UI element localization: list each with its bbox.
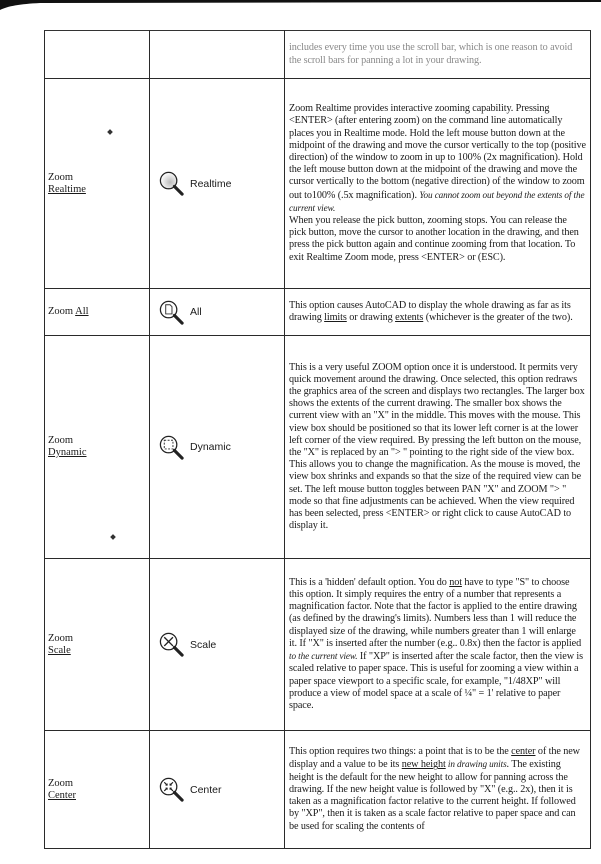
option-description — [285, 575, 590, 714]
table-row-center — [45, 731, 591, 849]
desc-underlined: new height — [401, 759, 446, 771]
name-cell — [45, 79, 150, 289]
zoom-center-icon — [158, 776, 185, 803]
table-row-all — [45, 289, 591, 336]
icon-cell — [150, 31, 285, 79]
table-row-scale — [45, 559, 591, 731]
desc-text: This option requires two things: a point that is to be the — [289, 746, 512, 758]
option-name — [45, 306, 149, 318]
option-name — [45, 172, 149, 196]
table-row-continuation — [45, 31, 591, 79]
icon-label: Dynamic — [190, 441, 231, 453]
icon-cell — [150, 289, 285, 336]
continuation-text: includes every time you use the scroll bar, which is one reason to avoid the scroll bars for panning a lot in your drawing. — [289, 42, 573, 66]
icon-cell — [150, 79, 285, 289]
option-name-line2: All — [75, 306, 89, 317]
table-row-dynamic — [45, 336, 591, 559]
option-name — [45, 633, 149, 657]
zoom-scale-icon — [158, 631, 185, 658]
option-description — [285, 744, 590, 834]
desc-underlined: center — [511, 746, 536, 758]
option-name — [45, 778, 149, 802]
icon-label: All — [190, 306, 202, 318]
zoom-dynamic-icon — [158, 434, 185, 461]
icon-cell — [150, 731, 285, 849]
option-description — [285, 298, 590, 326]
desc-italic: in drawing units — [445, 759, 507, 770]
icon-cell — [150, 559, 285, 731]
desc-text: or drawing — [346, 312, 396, 323]
zoom-all-icon — [158, 299, 185, 326]
desc-text: of the new display and a value to be its — [289, 746, 580, 771]
description-cell — [285, 289, 591, 336]
desc-text: Zoom Realtime provides interactive zooming capability. Pressing <ENTER> (after entering zoom) on the command line automatically places you in Realtime mode. Hold the left mouse button down at the midpoint of the drawing and move the cursor vertically to the top (positive direction) of the window to zoom in up to 100% (2x magnification). Hold the left mouse button down at the midpoint of the drawing and move the cursor vertically to the bottom (negative direction) of the window to zoom out to100% (.5x magnification). — [289, 103, 586, 201]
description-cell — [285, 79, 591, 289]
option-name-line1: Zoom — [48, 777, 74, 789]
option-name-line1: Zoom — [48, 632, 74, 644]
option-description — [285, 101, 590, 266]
desc-text: When you release the pick button, zooming stops. You can release the pick button, move the cursor to another location in the drawing, and then press the pick button again and continue zooming from that location. To exit Realtime Zoom mode, press <ENTER> or (ESC). — [289, 215, 579, 263]
name-cell — [45, 31, 150, 79]
description-cell — [285, 731, 591, 849]
option-name-line2: Center — [48, 789, 76, 801]
desc-text: . The existing height is the default for the new height to allow for panning across the drawing. If the new height value is followed by "X" (e.g.. 2x), then it is taken as a magnification factor relative to the current height. If followed by "XP", then it is taken as a scale factor relative to paper space and can be used for scaling the contents of — [289, 759, 576, 832]
option-description: This is a very useful ZOOM option once it is understood. It permits very quick movement around the drawing. Once selected, this option redraws the graphics area of the screen and displays two rectangles. The larger box shows the extents of the current drawing. The smaller box shows the current view with an "X" in the middle. This moves with the mouse. This view box should be positioned so that its lower left corner is at the lower left corner of the view required. By pressing the left button on the mouse, the "X" is replaced by an "> " pointing to the right side of the view box. This allows you to change the magnification. As the mouse is moved, the view box shrinks and expands so that the size of the required view can be set. The left mouse button toggles between PAN "X" and ZOOM "> " mode so that fine adjustments can be achieved. When the view required has been selected, press <ENTER> or right click to cause AutoCAD to display it. — [289, 361, 585, 532]
scan-shadow-edge — [0, 0, 601, 6]
name-cell — [45, 289, 150, 336]
desc-underlined: not — [449, 576, 462, 588]
name-cell — [45, 336, 150, 559]
description-cell — [285, 31, 591, 79]
option-name — [45, 435, 149, 459]
option-name-line1: Zoom — [48, 435, 74, 446]
zoom-options-table — [44, 30, 591, 849]
desc-italic: to the current view. — [289, 651, 358, 662]
desc-underlined: limits — [324, 312, 347, 323]
desc-text: This option causes AutoCAD to display the whole drawing as far as its drawing — [289, 299, 571, 323]
description-cell — [285, 336, 591, 559]
desc-text: This is a 'hidden' default option. You do — [289, 576, 450, 588]
icon-label: Center — [190, 783, 222, 796]
desc-text: If "XP" is inserted after the scale factor, then the view is scaled relative to paper space. This is useful for zooming a view within a paper space viewport to a specific scale, for example, "1/48XP" will produce a view of model space at a scale of ¼" = 1' relative to paper space. — [289, 651, 583, 711]
desc-underlined: extents — [395, 312, 424, 323]
table-row-realtime — [45, 79, 591, 289]
desc-italic: You cannot zoom out beyond the extents of the current view. — [289, 189, 585, 213]
option-name-line1: Zoom — [48, 306, 74, 317]
name-cell — [45, 731, 150, 849]
zoom-realtime-icon — [158, 170, 185, 197]
icon-label: Realtime — [190, 177, 232, 190]
desc-text: (whichever is the greater of the two). — [423, 312, 573, 323]
icon-cell — [150, 336, 285, 559]
option-name-line2: Realtime — [48, 183, 86, 195]
icon-label: Scale — [190, 638, 217, 651]
desc-text: have to type "S" to choose this option. It simply requires the entry of a number that represents a magnification factor. Note that the factor is applied to the entire drawing (as defined by the drawing's limits). Numbers less than 1 will reduce the displayed size of the drawing, while numbers greater than 1 will enlarge it. If "X" is inserted after the number (e.g.. 0.8x) then the factor is applied — [289, 576, 582, 649]
name-cell — [45, 559, 150, 731]
description-cell — [285, 559, 591, 731]
option-name-line1: Zoom — [48, 171, 74, 183]
option-name-line2: Dynamic — [48, 447, 87, 458]
option-name-line2: Scale — [48, 644, 71, 656]
